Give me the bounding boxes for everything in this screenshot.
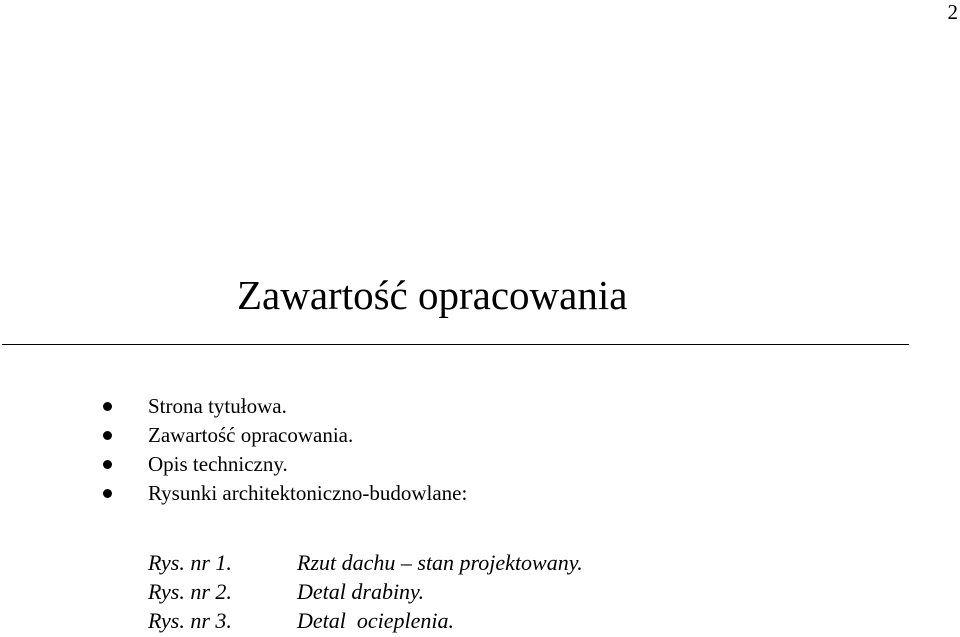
title-underline-rule [2, 344, 909, 345]
contents-item-text: Strona tytułowa. [148, 394, 287, 418]
drawing-number: Rys. nr 2. [148, 579, 232, 604]
bullet-dot-icon [103, 431, 112, 440]
bullet-dot-icon [103, 489, 112, 498]
bullet-dot-icon [103, 402, 112, 411]
contents-item-text: Rysunki architektoniczno-budowlane: [148, 481, 468, 505]
drawing-number: Rys. nr 3. [148, 608, 232, 633]
drawing-description: Detal drabiny. [297, 579, 425, 604]
drawing-number: Rys. nr 1. [148, 550, 232, 575]
drawing-description: Detal ocieplenia. [297, 608, 455, 633]
page-number: 2 [947, 0, 958, 24]
bullet-dot-icon [103, 460, 112, 469]
contents-item-text: Zawartość opracowania. [148, 423, 354, 447]
document-title: Zawartość opracowania [237, 272, 628, 318]
drawing-description: Rzut dachu – stan projektowany. [297, 550, 583, 575]
contents-item-text: Opis techniczny. [148, 452, 288, 476]
